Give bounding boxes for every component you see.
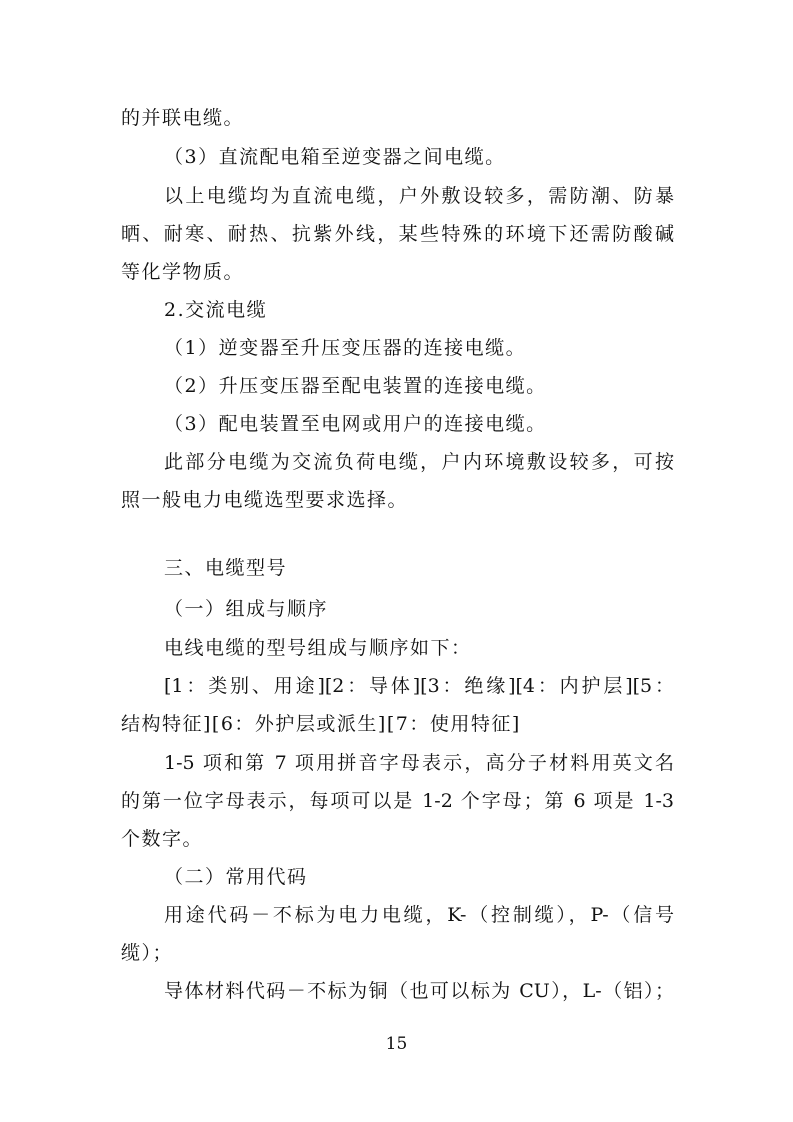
text-line: 电线电缆的型号组成与顺序如下： (164, 637, 472, 659)
text-line: 的并联电缆。 (121, 107, 245, 129)
text-line: [1：类别、用途][2：导体][3：绝缘][4：内护层][5： (164, 675, 674, 697)
text-line: （3）配电装置至电网或用户的连接电缆。 (164, 413, 547, 435)
subsection-heading: （二）常用代码 (164, 866, 308, 888)
text-line: 以上电缆均为直流电缆，户外敷设较多，需防潮、防暴 (164, 185, 674, 207)
text-line: （3）直流配电箱至逆变器之间电缆。 (164, 146, 506, 168)
text-line: （1）逆变器至升压变压器的连接电缆。 (164, 337, 527, 359)
text-line: 个数字。 (121, 828, 204, 850)
text-line: 照一般电力电缆选型要求选择。 (121, 489, 409, 511)
subsection-heading: （一）组成与顺序 (164, 598, 329, 620)
text-line: 用途代码－不标为电力电缆，K-（控制缆），P-（信号 (164, 904, 674, 926)
page-number: 15 (385, 1034, 408, 1054)
text-line: 晒、耐寒、耐热、抗紫外线，某些特殊的环境下还需防酸碱 (121, 223, 674, 245)
text-line: 导体材料代码－不标为铜（也可以标为 CU），L-（铝）； (164, 980, 674, 1002)
text-line: （2）升压变压器至配电装置的连接电缆。 (164, 375, 547, 397)
section-heading: 2.交流电缆 (164, 299, 268, 321)
text-line: 缆）； (121, 942, 174, 964)
text-line: 此部分电缆为交流负荷电缆，户内环境敷设较多，可按 (164, 451, 674, 473)
text-line: 结构特征][6：外护层或派生][7：使用特征] (121, 713, 521, 735)
text-line: 的第一位字母表示，每项可以是 1-2 个字母；第 6 项是 1-3 (121, 790, 674, 812)
text-line: 1-5 项和第 7 项用拼音字母表示，高分子材料用英文名 (164, 752, 674, 774)
section-heading: 三、电缆型号 (164, 557, 288, 579)
text-line: 等化学物质。 (121, 261, 245, 283)
